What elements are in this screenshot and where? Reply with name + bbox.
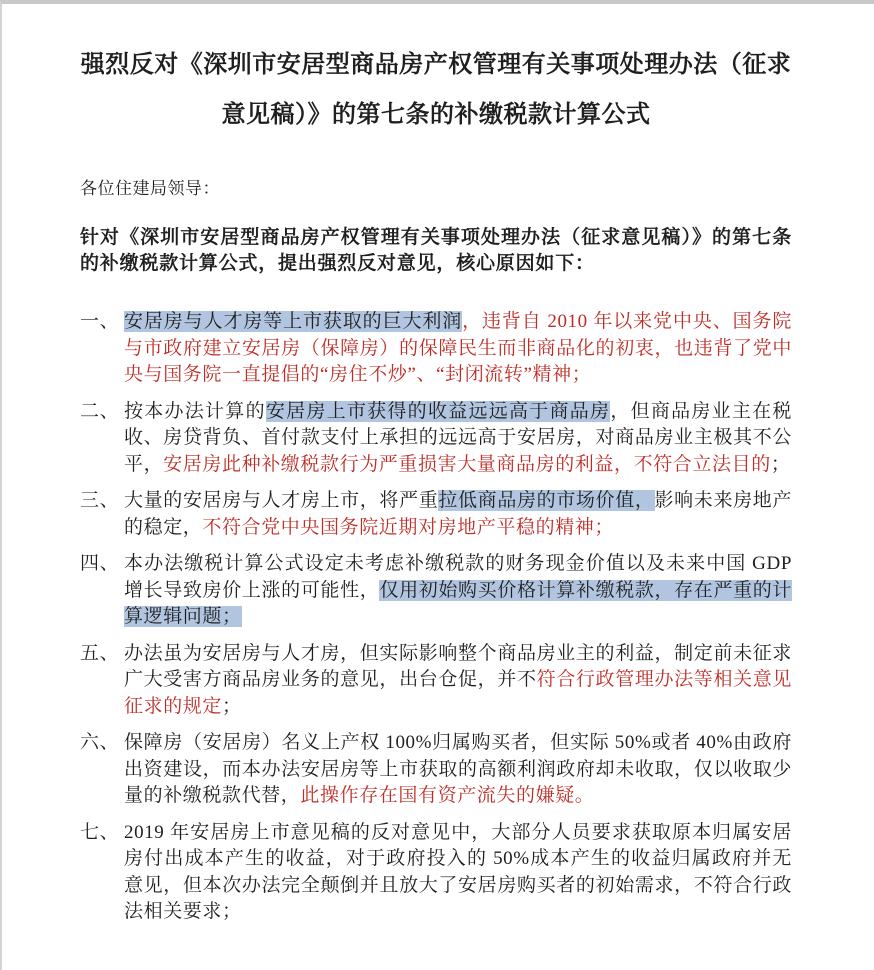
intro-paragraph: 针对《深圳市安居型商品房产权管理有关事项处理办法（征求意见稿）》的第七条的补缴税款计算公式，提出强烈反对意见，核心原因如下： bbox=[80, 227, 792, 274]
opinion-list bbox=[80, 309, 792, 926]
text-run-normal: 按本办法计算的 bbox=[124, 400, 266, 422]
document-title bbox=[80, 40, 792, 140]
list-item-text bbox=[124, 641, 792, 721]
list-item-number: 一、 bbox=[80, 311, 120, 332]
list-item bbox=[80, 641, 792, 721]
text-run-highlight: 拉低商品房的市场价值， bbox=[438, 490, 655, 511]
list-item bbox=[80, 820, 792, 926]
list-item-number: 七、 bbox=[80, 821, 120, 843]
document-title-line2: 意见稿）》的第七条的补缴税款计算公式 bbox=[221, 102, 651, 128]
list-item bbox=[80, 730, 792, 810]
text-run-normal: 本办法缴税计算公式设定未考虑补缴税款的财务现金价值以及未来中国 GDP 增长导致房价上涨的可能性， bbox=[124, 553, 792, 601]
list-item-number: 五、 bbox=[80, 642, 120, 664]
text-run-normal: 大量的安居房与人才房上市，将严重 bbox=[124, 490, 439, 511]
text-run-highlight: 安居房与人才房等上市获取的巨大利润 bbox=[124, 311, 463, 332]
text-run-normal: 保障房（安居房）名义上产权 100%归属购买者，但实际 50%或者 40%由政府出资建设，而本办法安居房等上市获取的高额利润政府却未收取，仅以收取少量的补缴税款代替， bbox=[124, 732, 792, 806]
text-run-normal: ； bbox=[222, 695, 242, 717]
list-item bbox=[80, 488, 792, 541]
text-run-red: 符合行政管理办法等相关意见征求的规定 bbox=[124, 669, 792, 717]
list-item-text bbox=[124, 399, 792, 479]
text-run-normal: 办法虽为安居房与人才房，但实际影响整个商品房业主的利益，制定前未征求广大受害方商品房业务的意见，出台仓促，并不 bbox=[124, 642, 792, 690]
list-item-number: 三、 bbox=[80, 490, 120, 511]
document-title-line1: 强烈反对《深圳市安居型商品房产权管理有关事项处理办法（征求 bbox=[80, 52, 792, 78]
text-run-normal: 2019 年安居房上市意见稿的反对意见中，大部分人员要求获取原本归属安居房付出成本产生的收益，对于政府投入的 50%成本产生的收益归属政府并无意见，但本次办法完全颠倒并且放大了安居房购买者的初始需求，不符合行政法相关要求； bbox=[124, 821, 792, 922]
text-run-normal: ，但商品房业主在税收、房贷背负、首付款支付上承担的远远高于安居房，对商品房业主极其不公平， bbox=[124, 400, 793, 475]
text-run-highlight: 仅用初始购买价格计算补缴税款，存在严重的计算逻辑问题； bbox=[124, 579, 792, 627]
text-run-red: ，违背自 2010 年以来党中央、国务院与市政府建立安居房（保障房）的保障民生而非商品化的初衷，也违背了党中央与国务院一直提倡的“房住不炒”、“封闭流转”精神； bbox=[124, 311, 792, 385]
text-run-red: 此操作存在国有资产流失的嫌疑。 bbox=[300, 785, 595, 806]
greeting: 各位住建局领导： bbox=[80, 179, 220, 198]
list-item-number: 二、 bbox=[80, 400, 120, 422]
text-run-normal: 影响未来房地产的稳定， bbox=[124, 490, 793, 538]
list-item-number: 六、 bbox=[80, 732, 120, 753]
list-item-text bbox=[124, 820, 792, 926]
text-run-red: 安居房此种补缴税款行为严重损害大量商品房的利益，不符合立法目的 bbox=[163, 453, 771, 475]
list-item bbox=[80, 551, 792, 631]
list-item-text bbox=[124, 551, 792, 631]
list-item-number: 四、 bbox=[80, 553, 120, 574]
text-run-red: 不符合党中央国务院近期对房地产平稳的精神； bbox=[202, 516, 615, 538]
list-item bbox=[80, 399, 792, 479]
list-item-text bbox=[124, 488, 792, 541]
text-run-highlight: 安居房上市获得的收益远远高于商品房 bbox=[265, 400, 611, 422]
list-item bbox=[80, 309, 792, 389]
text-run-normal: ； bbox=[770, 453, 791, 475]
list-item-text bbox=[124, 730, 792, 810]
list-item-text bbox=[124, 309, 792, 389]
